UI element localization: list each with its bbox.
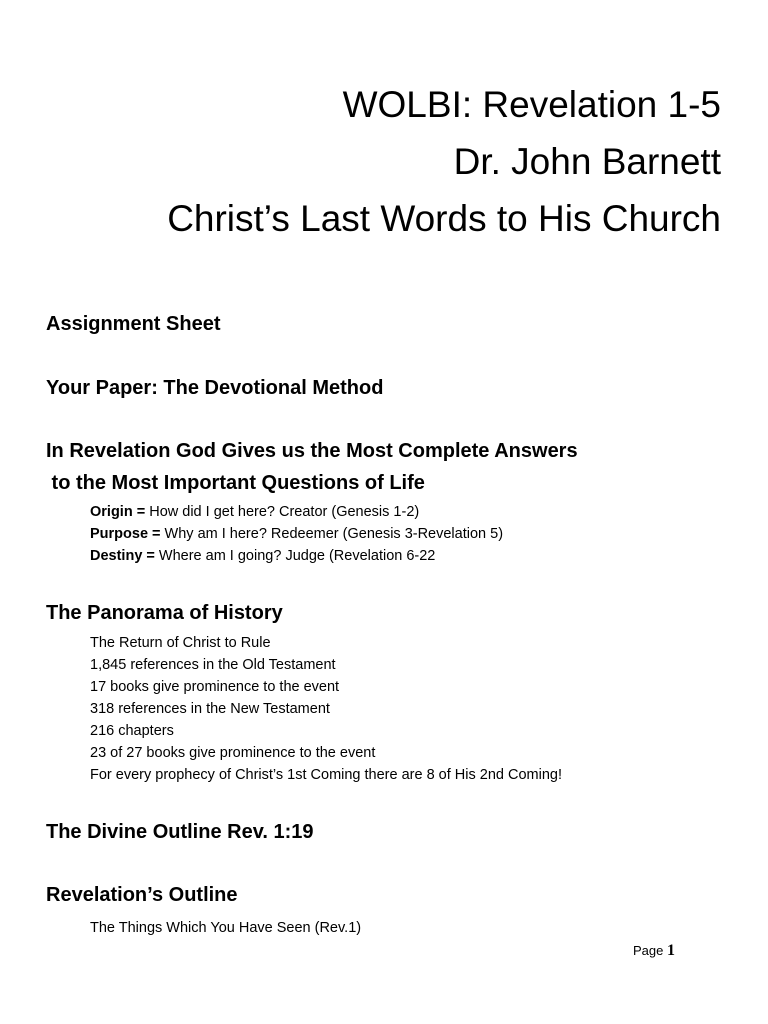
question-label: Purpose = [90,526,161,542]
heading-answers-line-1: In Revelation God Gives us the Most Complete Answers [46,440,578,462]
panorama-section [46,597,562,786]
list-item [90,501,578,523]
title-block [167,76,721,247]
question-label: Destiny = [90,548,155,564]
list-item: The Things Which You Have Seen (Rev.1) [90,920,362,936]
heading-panorama: The Panorama of History [46,602,283,624]
divine-outline-section [46,816,313,848]
heading-assignment-sheet: Assignment Sheet [46,313,221,335]
page-number: 1 [667,942,675,959]
title-line-1: WOLBI: Revelation 1-5 [342,84,721,125]
assignment-section [46,308,220,340]
heading-revelation-outline: Revelation’s Outline [46,884,238,906]
heading-answers-line-2: to the Most Important Questions of Life [46,472,425,494]
page-label: Page [633,943,667,958]
list-item: 17 books give prominence to the event [90,679,340,695]
question-text: Why am I here? Redeemer (Genesis 3-Revelation 5) [160,526,504,542]
heading-your-paper: Your Paper: The Devotional Method [46,377,384,399]
heading-divine-outline: The Divine Outline Rev. 1:19 [46,821,314,843]
list-item: 216 chapters [90,723,174,739]
list-item: For every prophecy of Christ’s 1st Coming there are 8 of His 2nd Coming! [90,767,562,783]
page-number-footer [633,942,675,960]
paper-section [46,372,383,404]
list-item: The Return of Christ to Rule [90,635,271,651]
title-line-2: Dr. John Barnett [453,141,721,182]
revelation-outline-section [46,879,361,939]
question-label: Origin = [90,504,146,520]
list-item [90,545,578,567]
revelation-outline-list [46,917,361,939]
title-line-3: Christ’s Last Words to His Church [167,198,721,239]
panorama-list [46,632,562,786]
list-item: 1,845 references in the Old Testament [90,657,336,673]
question-text: How did I get here? Creator (Genesis 1-2) [145,504,420,520]
questions-list [46,501,578,567]
answers-section [46,435,578,567]
question-text: Where am I going? Judge (Revelation 6-22 [154,548,436,564]
list-item [90,523,578,545]
list-item: 23 of 27 books give prominence to the event [90,745,376,761]
list-item: 318 references in the New Testament [90,701,330,717]
